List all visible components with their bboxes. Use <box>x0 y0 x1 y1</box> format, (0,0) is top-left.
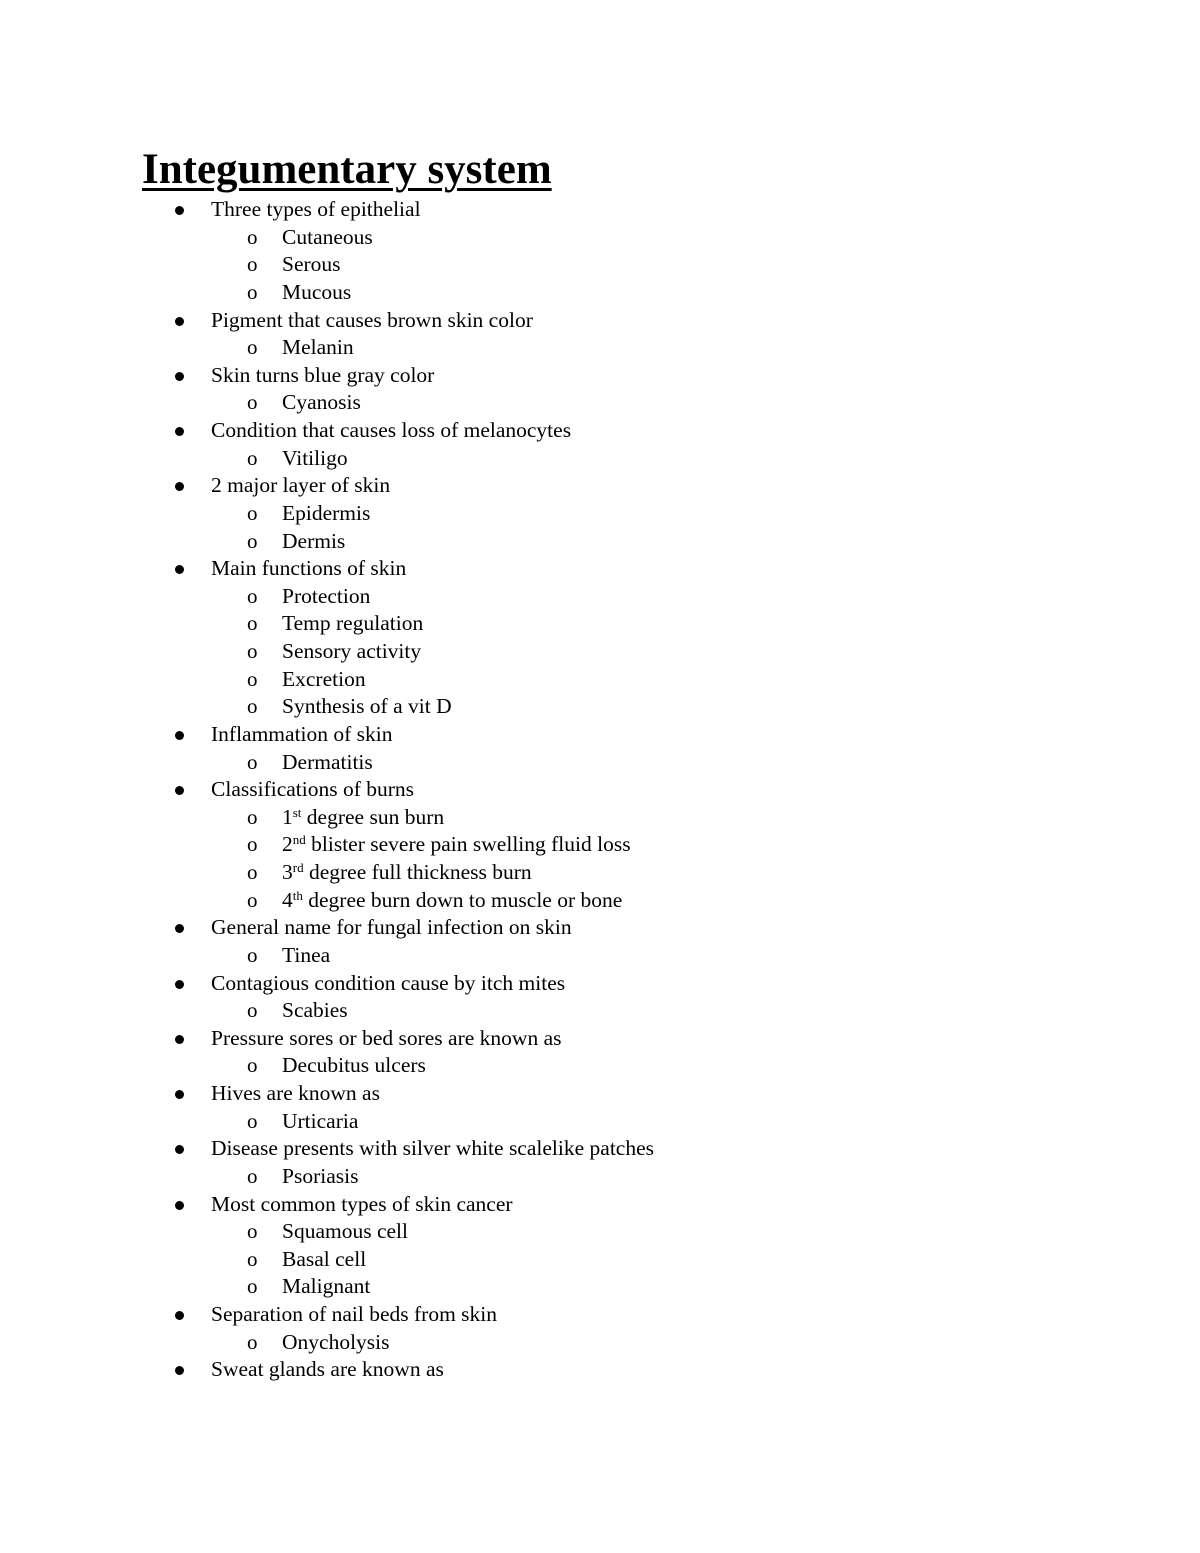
sub-list-item-text: Mucous <box>282 279 352 304</box>
sub-list-item-text: Synthesis of a vit D <box>282 694 452 719</box>
list-item-text: Classifications of burns <box>211 777 415 802</box>
sub-list-item-text: Cutaneous <box>282 224 373 249</box>
sub-list-item <box>0 1052 1200 1080</box>
ordinal-suffix: st <box>292 804 302 820</box>
sub-list-item <box>0 666 1200 694</box>
ordinal-suffix: nd <box>292 832 306 848</box>
sub-list-item-text <box>282 859 532 887</box>
sub-list-item-text: Serous <box>282 252 341 277</box>
list-item <box>0 307 1200 335</box>
circle-bullet-icon: o <box>247 832 258 857</box>
circle-bullet-icon: o <box>247 279 258 304</box>
sub-list-item <box>0 389 1200 417</box>
list-item <box>0 555 1200 583</box>
list-item <box>0 1080 1200 1108</box>
circle-bullet-icon: o <box>247 666 258 691</box>
sub-list-item <box>0 251 1200 279</box>
sub-list-item <box>0 749 1200 777</box>
circle-bullet-icon: o <box>247 528 258 553</box>
sub-list-item-text: Temp regulation <box>282 611 424 636</box>
circle-bullet-icon: o <box>247 335 258 360</box>
list-item-text: Most common types of skin cancer <box>211 1191 513 1216</box>
list-item-text: Condition that causes loss of melanocytes <box>211 418 572 442</box>
list-item-text: Skin turns blue gray color <box>211 362 435 387</box>
sub-list-item-text: Onycholysis <box>282 1329 390 1354</box>
list-item-text: Main functions of skin <box>211 556 407 581</box>
sub-list-item <box>0 997 1200 1025</box>
circle-bullet-icon: o <box>247 1329 258 1354</box>
circle-bullet-icon: o <box>247 998 258 1023</box>
ordinal-description: degree burn down to muscle or bone <box>302 887 623 912</box>
sub-list-item <box>0 804 1200 832</box>
sub-list-item <box>0 224 1200 252</box>
list-item <box>0 472 1200 500</box>
sub-list-item <box>0 942 1200 970</box>
list-item-text: Separation of nail beds from skin <box>211 1302 498 1326</box>
sub-list-item-text: Sensory activity <box>282 639 422 663</box>
sub-list-item-text: Excretion <box>282 666 366 691</box>
bullet-list <box>0 196 1200 1384</box>
list-item <box>0 1025 1200 1053</box>
sub-list-item-text: Urticaria <box>282 1108 359 1133</box>
list-item <box>0 721 1200 749</box>
circle-bullet-icon: o <box>247 887 258 912</box>
circle-bullet-icon: o <box>247 942 258 967</box>
sub-list-item <box>0 528 1200 556</box>
sub-list-item-text: Vitiligo <box>282 445 348 470</box>
sub-list-item-text: Scabies <box>282 998 348 1023</box>
sub-list-item-text: Epidermis <box>282 500 371 525</box>
sub-list-item-text: Decubitus ulcers <box>282 1053 426 1078</box>
list-item-text: Disease presents with silver white scalelike patches <box>211 1136 654 1161</box>
sub-list-item <box>0 610 1200 638</box>
circle-bullet-icon: o <box>247 583 258 608</box>
list-item-text: Hives are known as <box>211 1081 380 1105</box>
ordinal-number: 3 <box>282 860 293 884</box>
page-title: Integumentary system <box>142 146 552 193</box>
sub-list-item-text <box>282 804 444 832</box>
sub-list-item <box>0 583 1200 611</box>
sub-list-item-text: Tinea <box>282 942 331 967</box>
list-item <box>0 914 1200 942</box>
sub-list-item <box>0 1218 1200 1246</box>
sub-list-item-text: Protection <box>282 583 371 608</box>
circle-bullet-icon: o <box>247 749 258 774</box>
circle-bullet-icon: o <box>247 1219 258 1244</box>
sub-list-item <box>0 887 1200 915</box>
list-item <box>0 776 1200 804</box>
circle-bullet-icon: o <box>247 804 258 829</box>
sub-list-item-text: Malignant <box>282 1274 371 1299</box>
sub-list-item <box>0 334 1200 362</box>
circle-bullet-icon: o <box>247 1053 258 1078</box>
ordinal-suffix: th <box>292 887 303 903</box>
list-item <box>0 1135 1200 1163</box>
list-item-text: Pigment that causes brown skin color <box>211 307 533 332</box>
list-item-text: 2 major layer of skin <box>211 473 391 498</box>
list-item <box>0 1301 1200 1329</box>
circle-bullet-icon: o <box>247 1274 258 1299</box>
sub-list-item <box>0 1163 1200 1191</box>
circle-bullet-icon: o <box>247 500 258 525</box>
sub-list-item <box>0 279 1200 307</box>
sub-list-item <box>0 859 1200 887</box>
circle-bullet-icon: o <box>247 694 258 719</box>
sub-list-item <box>0 1273 1200 1301</box>
circle-bullet-icon: o <box>247 1246 258 1271</box>
list-item <box>0 362 1200 390</box>
circle-bullet-icon: o <box>247 639 258 663</box>
list-item <box>0 970 1200 998</box>
list-item-text: Three types of epithelial <box>211 197 421 221</box>
circle-bullet-icon: o <box>247 252 258 277</box>
sub-list-item <box>0 1329 1200 1357</box>
list-item-text: Pressure sores or bed sores are known as <box>211 1025 562 1050</box>
sub-list-item <box>0 1246 1200 1274</box>
circle-bullet-icon: o <box>247 390 258 415</box>
list-item-text: Sweat glands are known as <box>211 1357 444 1382</box>
sub-list-item-text: Dermatitis <box>282 749 373 774</box>
circle-bullet-icon: o <box>247 611 258 636</box>
list-item-text: General name for fungal infection on skin <box>211 915 572 940</box>
ordinal-number: 1 <box>282 804 293 829</box>
sub-list-item <box>0 831 1200 859</box>
ordinal-number: 2 <box>282 832 293 857</box>
sub-list-item-text: Squamous cell <box>282 1219 408 1244</box>
circle-bullet-icon: o <box>247 1163 258 1188</box>
sub-list-item-text: Cyanosis <box>282 390 361 415</box>
sub-list-item-text: Dermis <box>282 528 346 553</box>
sub-list-item <box>0 500 1200 528</box>
ordinal-description: degree sun burn <box>301 804 445 829</box>
sub-list-item <box>0 1108 1200 1136</box>
sub-list-item-text: Psoriasis <box>282 1163 359 1188</box>
circle-bullet-icon: o <box>247 1108 258 1133</box>
circle-bullet-icon: o <box>247 445 258 470</box>
sub-list-item-text <box>282 887 622 915</box>
sub-list-item <box>0 693 1200 721</box>
sub-list-item <box>0 638 1200 666</box>
ordinal-suffix: rd <box>292 860 304 875</box>
ordinal-description: degree full thickness burn <box>303 860 532 884</box>
sub-list-item <box>0 445 1200 473</box>
list-item <box>0 1191 1200 1219</box>
ordinal-number: 4 <box>282 887 293 912</box>
list-item-text: Inflammation of skin <box>211 721 393 746</box>
list-item <box>0 196 1200 224</box>
circle-bullet-icon: o <box>247 860 258 884</box>
sub-list-item-text: Melanin <box>282 335 354 360</box>
list-item <box>0 1356 1200 1384</box>
sub-list-item-text: Basal cell <box>282 1246 367 1271</box>
list-item-text: Contagious condition cause by itch mites <box>211 970 566 995</box>
circle-bullet-icon: o <box>247 224 258 249</box>
ordinal-description: blister severe pain swelling fluid loss <box>305 832 631 857</box>
list-item <box>0 417 1200 445</box>
sub-list-item-text <box>282 831 631 859</box>
